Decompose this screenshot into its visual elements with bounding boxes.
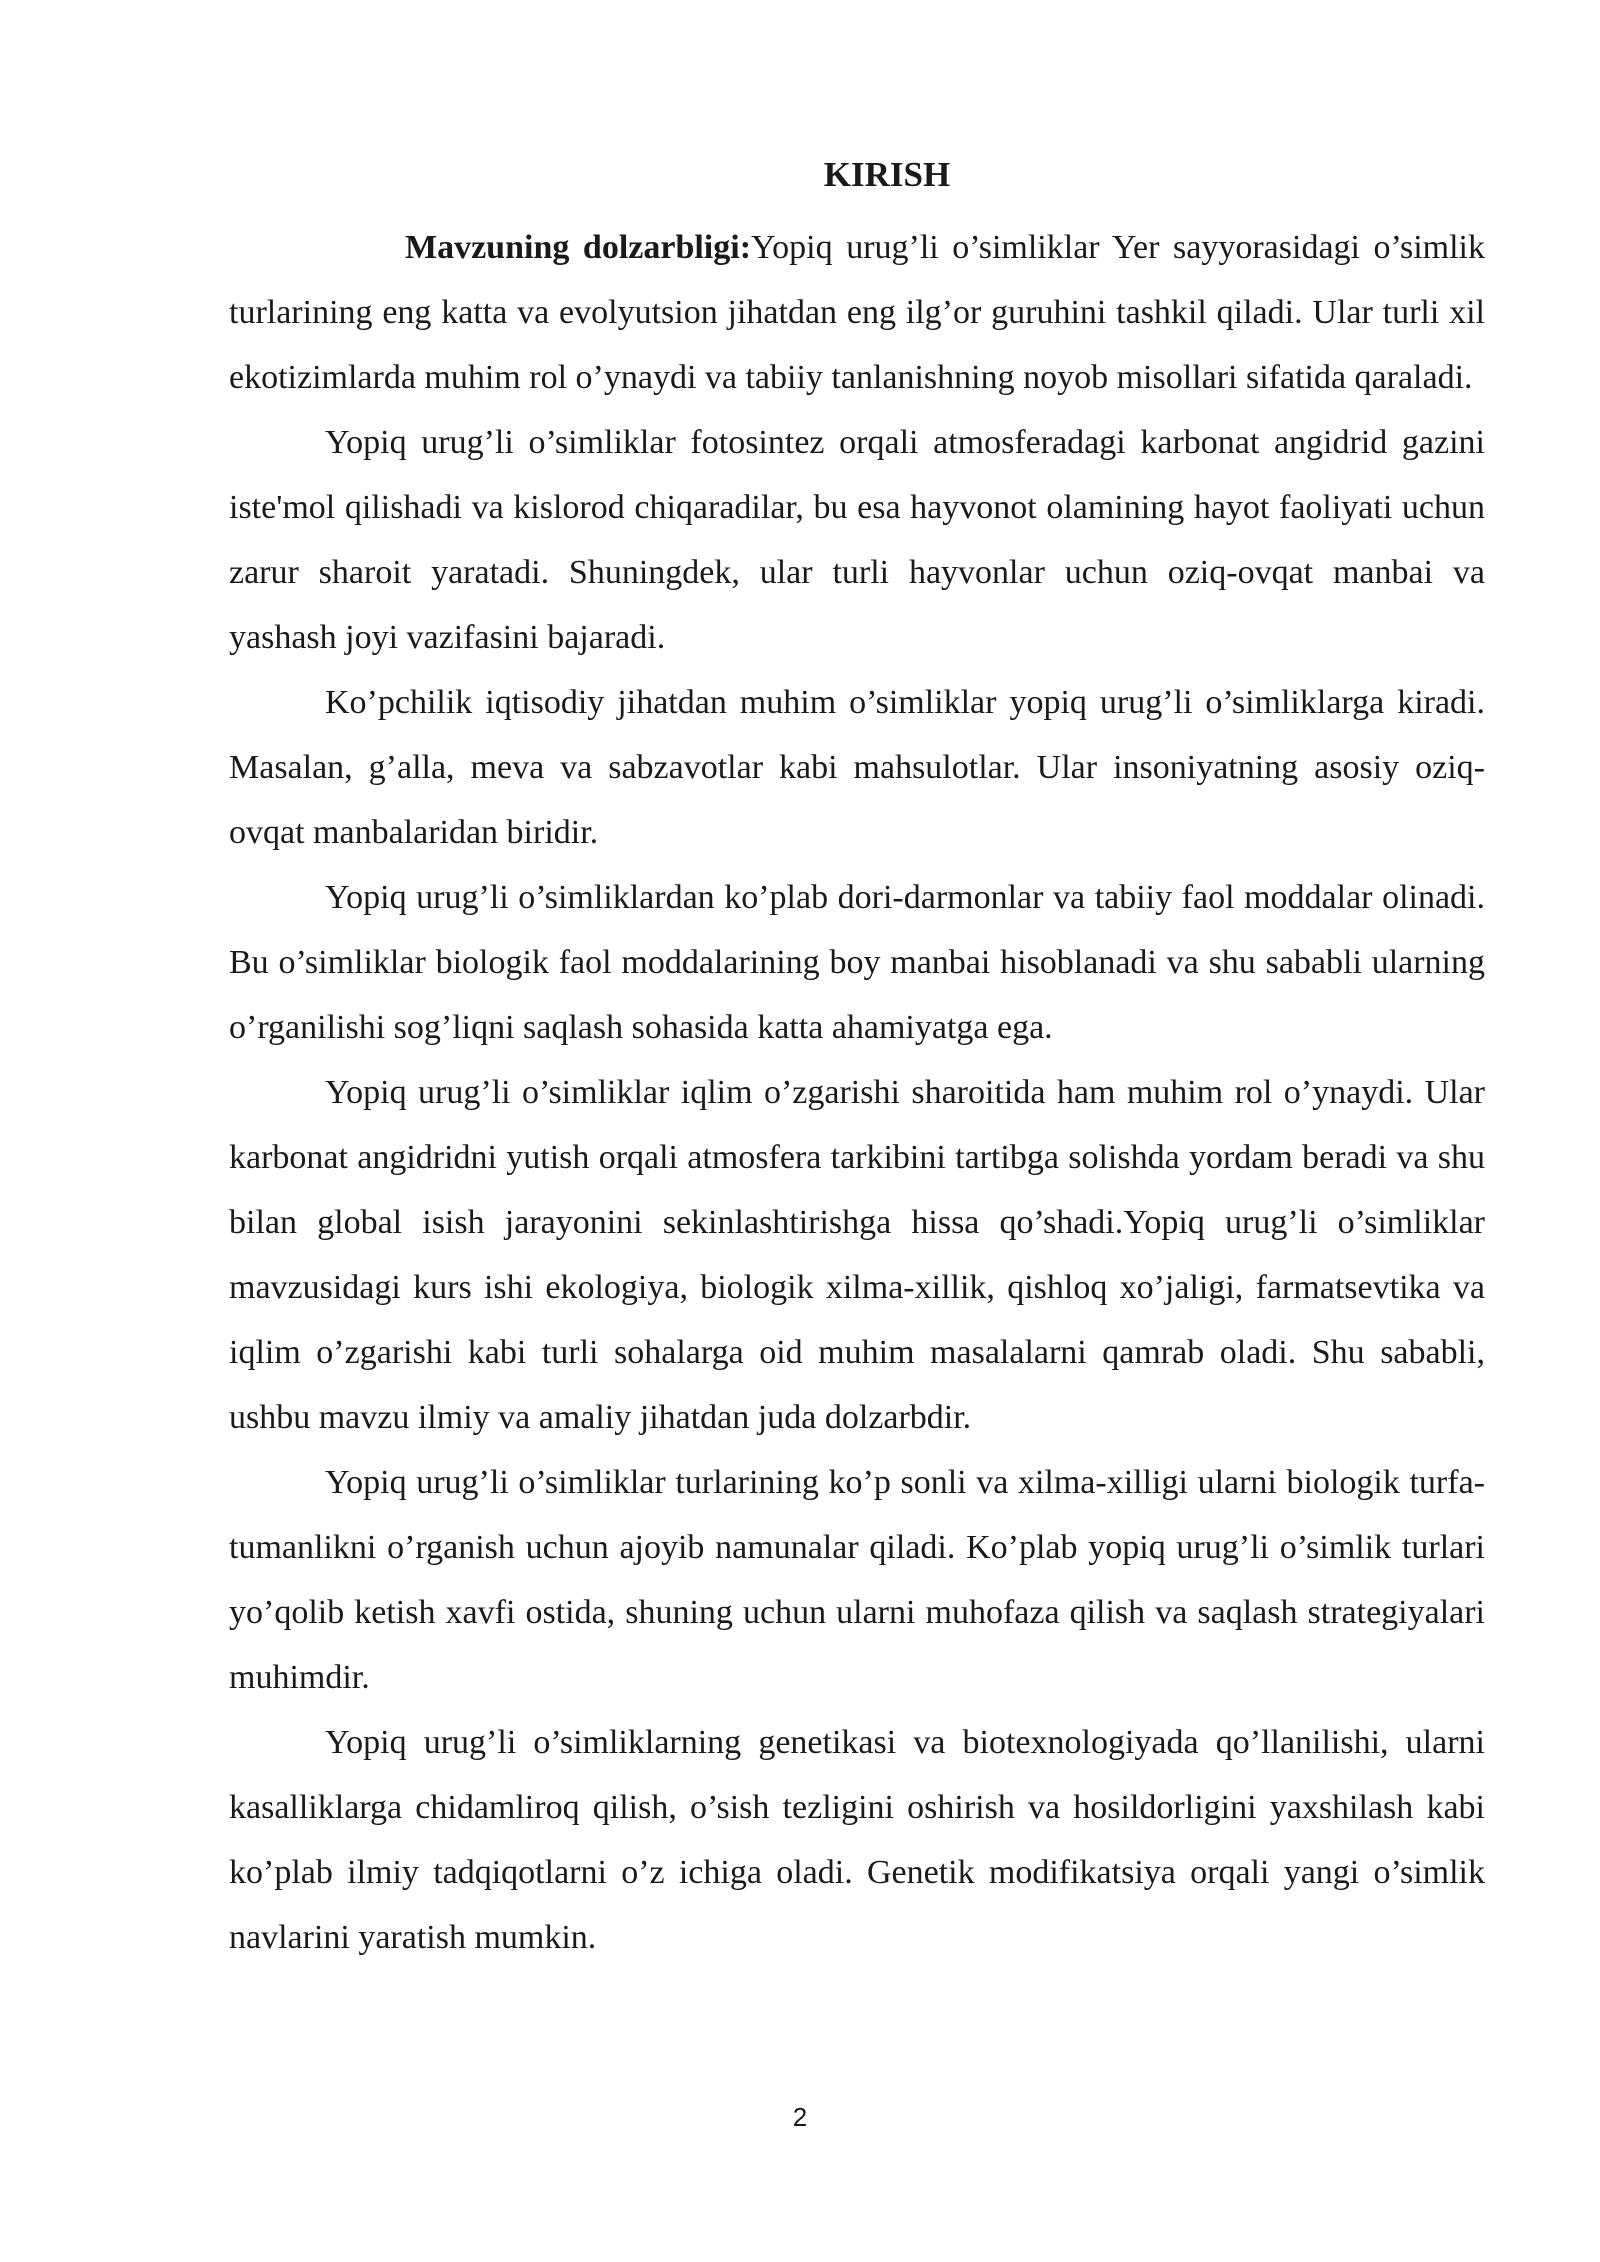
paragraph-climate: Yopiq urug’li o’simliklar iqlim o’zgarishi sharoitida ham muhim rol o’ynaydi. Ular karbonat angidridni yutish orqali atmosfera tarkibini tartibga solishda yordam beradi va shu bilan global isish jarayonini sekinlashtirishga hissa qo’shadi.Yopiq urug’li o’simliklar mavzusidagi kurs ishi ekologiya, biologik xilma-xillik, qishloq xo’jaligi, farmatsevtika va iqlim o’zgarishi kabi turli sohalarga oid muhim masalalarni qamrab oladi. Shu sababli, ushbu mavzu ilmiy va amaliy jihatdan juda dolzarbdir. xyxy=(229,1074,1485,1436)
paragraph-genetics: Yopiq urug’li o’simliklarning genetikasi va biotexnologiyada qo’llanilishi, ularni kasalliklarga chidamliroq qilish, o’sish tezligini oshirish va hosildorligini yaxshilash kabi ko’plab ilmiy tadqiqotlarni o’z ichiga oladi. Genetik modifikatsiya orqali yangi o’simlik navlarini yaratish mumkin. xyxy=(229,1724,1485,1956)
paragraph-relevance xyxy=(229,215,1485,410)
paragraph-biodiversity: Yopiq urug’li o’simliklar turlarining ko’p sonli va xilma-xilligi ularni biologik turfa-tumanlikni o’rganish uchun ajoyib namunalar qiladi. Ko’plab yopiq urug’li o’simlik turlari yo’qolib ketish xavfi ostida, shuning uchun ularni muhofaza qilish va saqlash strategiyalari muhimdir. xyxy=(229,1464,1485,1696)
paragraph-photosynthesis: Yopiq urug’li o’simliklar fotosintez orqali atmosferadagi karbonat angidrid gazini iste'mol qilishadi va kislorod chiqaradilar, bu esa hayvonot olamining hayot faoliyati uchun zarur sharoit yaratadi. Shuningdek, ular turli hayvonlar uchun oziq-ovqat manbai va yashash joyi vazifasini bajaradi. xyxy=(229,424,1485,656)
paragraph-economic-importance: Ko’pchilik iqtisodiy jihatdan muhim o’simliklar yopiq urug’li o’simliklarga kiradi. Masalan, g’alla, meva va sabzavotlar kabi mahsulotlar. Ular insoniyatning asosiy oziq-ovqat manbalaridan biridir. xyxy=(229,684,1485,851)
paragraph-lead-heading: Mavzuning dolzarbligi: xyxy=(405,229,752,266)
section-title: KIRISH xyxy=(823,155,951,194)
paragraph-text: Yopiq urug’li o’simliklar Yer sayyorasidagi o’simlik turlarining eng katta va evolyutsion jihatdan eng ilg’or guruhini tashkil qiladi. Ular turli xil ekotizimlarda muhim rol o’ynaydi va tabiiy tanlanishning noyob misollari sifatida qaraladi. xyxy=(229,229,1486,396)
paragraph-medicinal: Yopiq urug’li o’simliklardan ko’plab dori-darmonlar va tabiiy faol moddalar olinadi. Bu o’simliklar biologik faol moddalarining boy manbai hisoblanadi va shu sababli ularning o’rganilishi sog’liqni saqlash sohasida katta ahamiyatga ega. xyxy=(229,879,1485,1046)
page-number: 2 xyxy=(792,2102,808,2132)
document-page xyxy=(229,150,1485,1970)
